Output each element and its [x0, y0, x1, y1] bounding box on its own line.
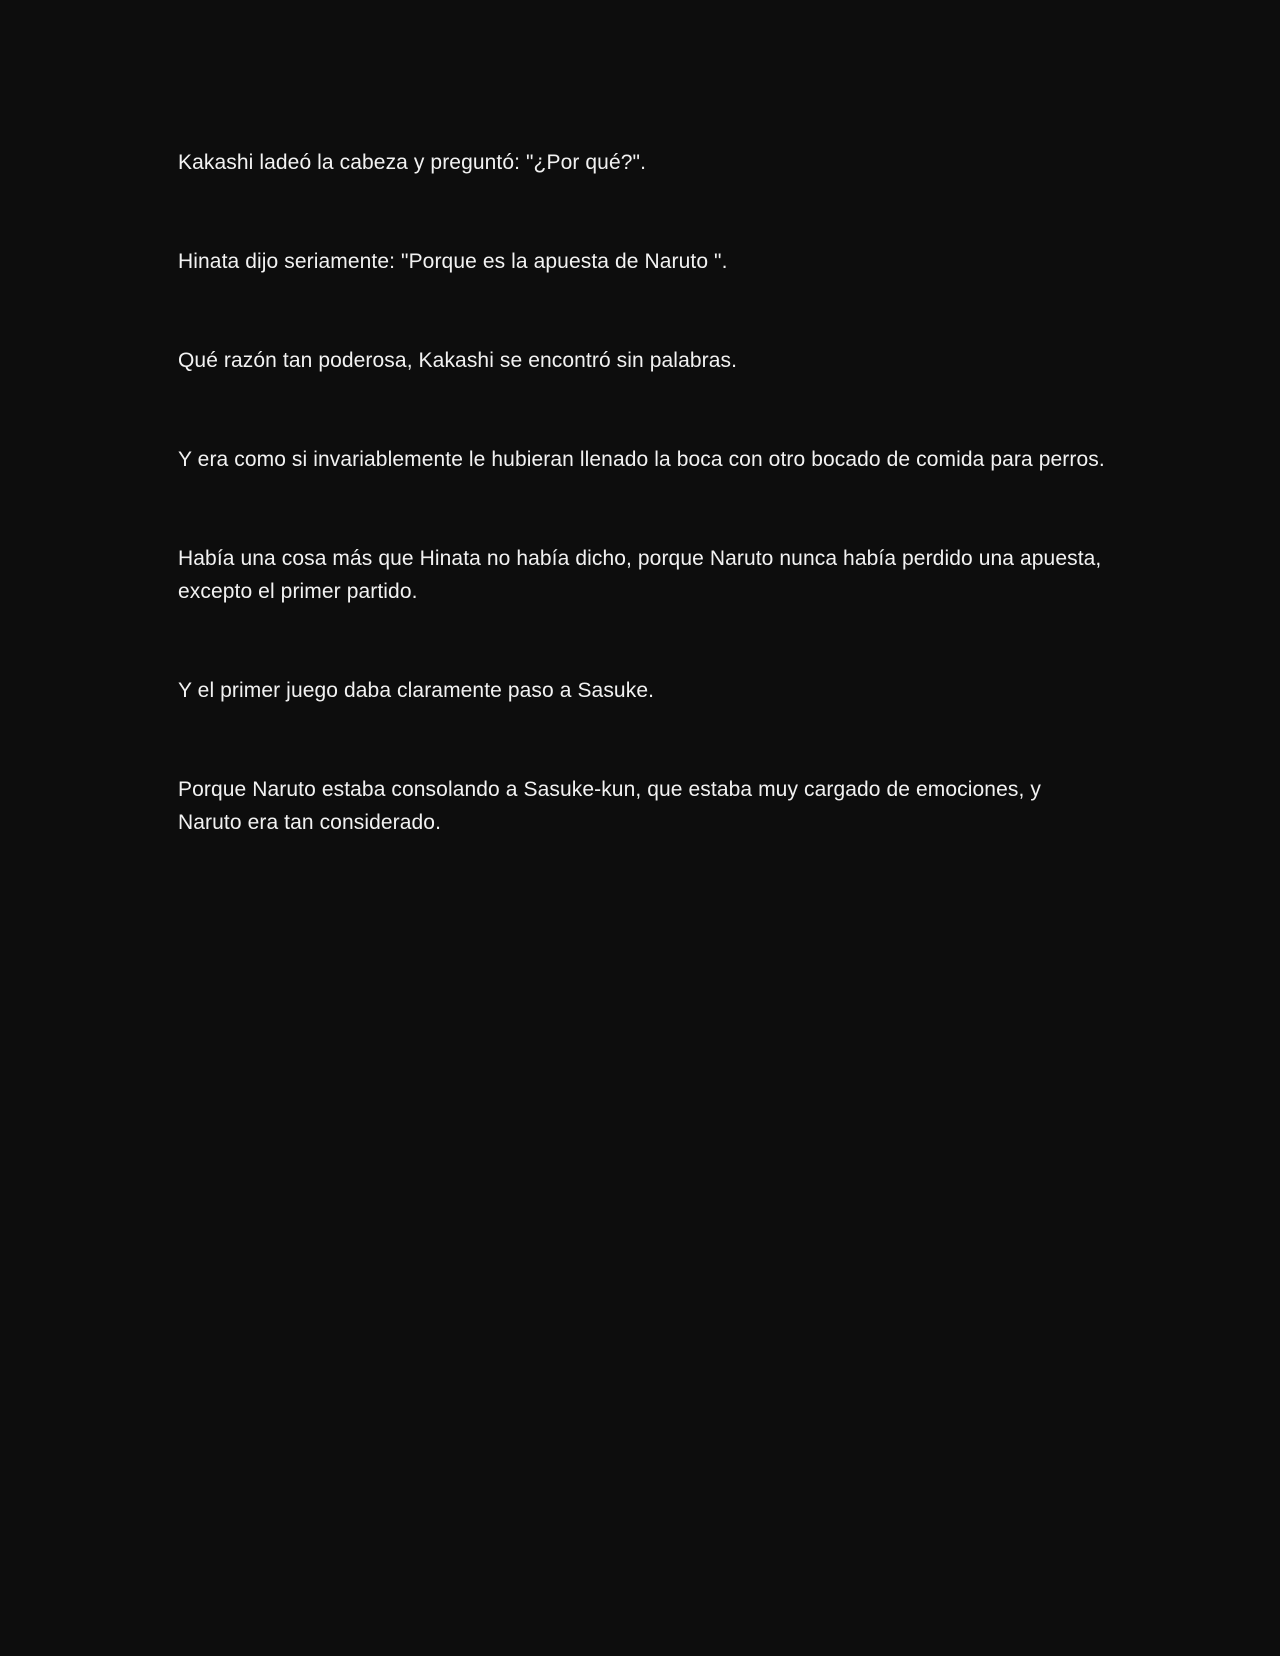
- paragraph: Y el primer juego daba claramente paso a Sasuke.: [178, 679, 655, 702]
- paragraph: Porque Naruto estaba consolando a Sasuke-kun, que estaba muy cargado de emociones, y Naruto era tan considerado.: [178, 778, 1041, 834]
- paragraph: Hinata dijo seriamente: "Porque es la apuesta de Naruto ".: [178, 250, 728, 273]
- document-body: [178, 146, 1108, 905]
- paragraph: Había una cosa más que Hinata no había dicho, porque Naruto nunca había perdido una apuesta, excepto el primer partido.: [178, 547, 1102, 603]
- paragraph: Y era como si invariablemente le hubieran llenado la boca con otro bocado de comida para perros.: [178, 448, 1105, 471]
- paragraph: Kakashi ladeó la cabeza y preguntó: "¿Por qué?".: [178, 151, 646, 174]
- paragraph: Qué razón tan poderosa, Kakashi se encontró sin palabras.: [178, 349, 738, 372]
